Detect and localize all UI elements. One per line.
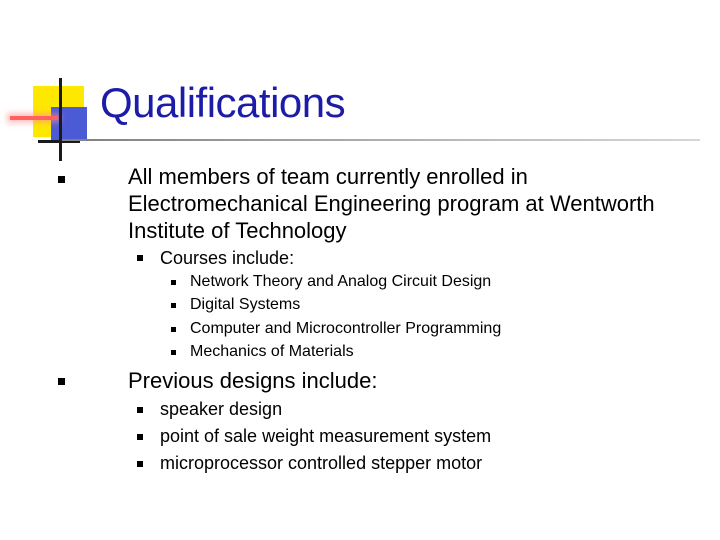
design-item: point of sale weight measurement system — [160, 426, 492, 446]
bullet-text-line: Electromechanical Engineering program at Wentworth — [128, 191, 655, 216]
bullet-square-icon — [137, 461, 143, 467]
bullet-square-icon — [171, 327, 176, 332]
decor-blue-square — [51, 107, 87, 141]
decor-red-bar — [10, 116, 58, 120]
slide-title: Qualifications — [100, 79, 346, 126]
design-item: speaker design — [160, 399, 283, 419]
course-item: Digital Systems — [190, 296, 301, 313]
bullet-square-icon — [171, 280, 176, 285]
bullet-square-icon — [137, 434, 143, 440]
course-item: Computer and Microcontroller Programming — [190, 320, 502, 337]
bullet-square-icon — [58, 378, 65, 385]
design-item: microprocessor controlled stepper motor — [160, 453, 483, 473]
bullet-text-line: Previous designs include: — [128, 368, 378, 393]
sub-bullet-text: Courses include: — [160, 248, 295, 268]
title-underline — [62, 139, 700, 141]
bullet-square-icon — [58, 176, 65, 183]
bullet-square-icon — [171, 350, 176, 355]
decor-vertical-line — [59, 78, 62, 161]
bullet-square-icon — [171, 303, 176, 308]
bullet-text-line: Institute of Technology — [128, 218, 347, 243]
bullet-square-icon — [137, 255, 143, 261]
course-item: Mechanics of Materials — [190, 343, 354, 360]
bullet-square-icon — [137, 407, 143, 413]
bullet-text-line: All members of team currently enrolled in — [128, 164, 528, 189]
course-item: Network Theory and Analog Circuit Design — [190, 273, 492, 290]
